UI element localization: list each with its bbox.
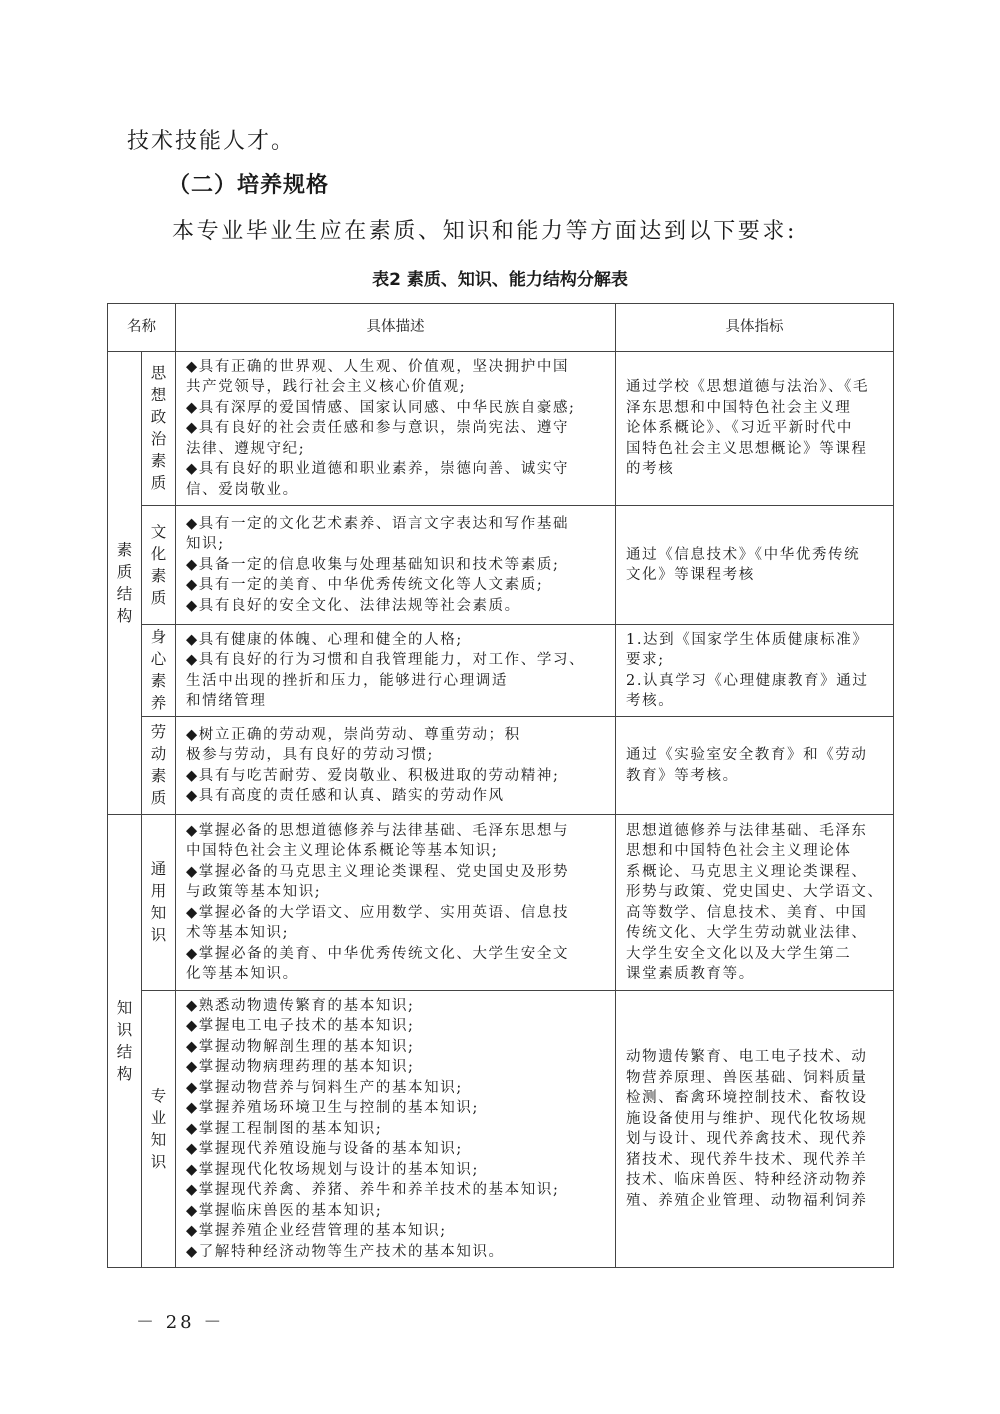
indicator-line: 动物遗传繁育、电工电子技术、动 (626, 1049, 868, 1065)
description-line: ◆具有一定的文化艺术素养、语言文字表达和写作基础 (186, 515, 570, 532)
indicator-line: 传统文化、大学生劳动就业法律、 (626, 925, 868, 941)
subcategory-cell (142, 717, 176, 815)
subcategory-cell (142, 352, 176, 506)
indicator-line: 划与设计、现代养禽技术、现代养 (626, 1131, 868, 1147)
indicator-cell (616, 506, 894, 625)
subcategory-label: 专 业 知 识 (150, 1086, 167, 1171)
subcategory-label: 劳 动 素 质 (150, 723, 167, 808)
category-label: 素 质 结 构 (116, 540, 133, 625)
indicator-line: 考核。 (626, 693, 675, 709)
description-line: ◆具有高度的责任感和认真、踏实的劳动作风 (186, 788, 505, 804)
subcategory-label: 文 化 素 质 (150, 522, 167, 607)
indicator-line: 文化》等课程考核 (626, 567, 755, 583)
category-label: 知 识 结 构 (116, 998, 133, 1083)
description-cell (176, 717, 616, 815)
description-line: ◆掌握必备的马克思主义理论类课程、党史国史及形势 (186, 863, 570, 880)
header-name: 名称 (108, 304, 176, 352)
category-cell (108, 815, 142, 1268)
subcategory-label: 思 想 政 治 素 质 (150, 364, 167, 493)
description-line: ◆掌握现代化牧场规划与设计的基本知识; (186, 1161, 479, 1178)
indicator-line: 2.认真学习《心理健康教育》通过 (626, 672, 869, 689)
section-heading: （二）培养规格 (168, 173, 330, 198)
indicator-cell (616, 625, 894, 717)
table-row (108, 717, 894, 815)
description-line: ◆掌握养殖场环境卫生与控制的基本知识; (186, 1100, 479, 1117)
description-line: ◆具有健康的体魄、心理和健全的人格; (186, 631, 463, 648)
description-cell (176, 991, 616, 1268)
description-line: ◆掌握必备的大学语文、应用数学、实用英语、信息技 (186, 904, 570, 921)
description-line: ◆具有良好的行为习惯和自我管理能力，对工作、学习、 (186, 652, 586, 668)
indicator-line: 通过《实验室安全教育》和《劳动 (626, 747, 868, 763)
subcategory-cell (142, 991, 176, 1268)
description-line: ◆掌握电工电子技术的基本知识; (186, 1018, 415, 1035)
indicator-line: 思想和中国特色社会主义理论体 (626, 843, 852, 859)
table-header-row (108, 304, 894, 352)
description-line: 和情绪管理 (186, 693, 267, 709)
indicator-cell (616, 815, 894, 991)
indicator-line: 要求; (626, 652, 665, 668)
indicator-line: 大学生安全文化以及大学生第二 (626, 945, 852, 962)
indicator-line: 的考核 (626, 461, 675, 478)
table-caption: 表2 素质、知识、能力结构分解表 (372, 270, 628, 290)
description-line: ◆掌握养殖企业经营管理的基本知识; (186, 1223, 447, 1240)
indicator-line: 课堂素质教育等。 (626, 966, 755, 982)
category-cell (108, 352, 142, 815)
description-line: ◆具有与吃苦耐劳、爱岗敬业、积极进取的劳动精神; (186, 767, 560, 784)
indicator-line: 1.达到《国家学生体质健康标准》 (626, 631, 869, 648)
description-line: ◆掌握工程制图的基本知识; (186, 1120, 383, 1137)
structure-breakdown-table (107, 303, 894, 1268)
description-cell (176, 352, 616, 506)
description-line: ◆具有良好的安全文化、法律法规等社会素质。 (186, 597, 521, 614)
description-line: ◆具有良好的社会责任感和参与意识，崇尚宪法、遵守 (186, 420, 570, 437)
indicator-line: 国特色社会主义思想概论》等课程 (626, 440, 868, 457)
indicator-cell (616, 352, 894, 506)
subcategory-cell (142, 625, 176, 717)
indicator-line: 泽东思想和中国特色社会主义理 (626, 399, 852, 416)
indicator-line: 猪技术、现代养牛技术、现代养羊 (626, 1151, 868, 1168)
description-line: ◆掌握必备的思想道德修养与法律基础、毛泽东思想与 (186, 822, 570, 839)
description-cell (176, 625, 616, 717)
intro-paragraph: 本专业毕业生应在素质、知识和能力等方面达到以下要求: (172, 219, 798, 244)
description-line: 生活中出现的挫折和压力，能够进行心理调适 (186, 672, 508, 689)
indicator-line: 技术、临床兽医、特种经济动物养 (626, 1172, 868, 1188)
description-line: ◆掌握动物解剖生理的基本知识; (186, 1038, 415, 1055)
description-line: ◆具备一定的信息收集与处理基础知识和技术等素质; (186, 556, 560, 573)
header-description: 具体描述 (176, 304, 616, 352)
description-line: ◆掌握动物病理药理的基本知识; (186, 1059, 415, 1076)
description-line: ◆具有良好的职业道德和职业素养，崇德向善、诚实守 (186, 461, 570, 478)
indicator-line: 物营养原理、兽医基础、饲料质量 (626, 1069, 868, 1086)
table-row (108, 352, 894, 506)
description-line: ◆掌握临床兽医的基本知识; (186, 1202, 383, 1219)
indicator-line: 思想道德修养与法律基础、毛泽东 (626, 822, 868, 839)
description-line: 与政策等基本知识; (186, 884, 322, 900)
description-line: 知识; (186, 536, 225, 553)
description-line: 中国特色社会主义理论体系概论等基本知识; (186, 843, 499, 859)
description-cell (176, 506, 616, 625)
indicator-cell (616, 991, 894, 1268)
subcategory-cell (142, 815, 176, 991)
description-line: 极参与劳动，具有良好的劳动习惯; (186, 747, 434, 763)
description-line: ◆熟悉动物遗传繁育的基本知识; (186, 997, 415, 1014)
header-indicator: 具体指标 (616, 304, 894, 352)
description-line: ◆掌握现代养禽、养猪、养牛和养羊技术的基本知识; (186, 1182, 560, 1199)
indicator-line: 论体系概论》、《习近平新时代中 (626, 420, 853, 437)
table-row (108, 625, 894, 717)
indicator-line: 检测、畜禽环境控制技术、畜牧设 (626, 1090, 868, 1106)
indicator-line: 高等数学、信息技术、美育、中国 (626, 904, 868, 921)
description-line: ◆具有一定的美育、中华优秀传统文化等人文素质; (186, 577, 544, 594)
description-cell (176, 815, 616, 991)
description-line: ◆了解特种经济动物等生产技术的基本知识。 (186, 1243, 505, 1260)
indicator-line: 形势与政策、党史国史、大学语文、 (626, 884, 884, 900)
subcategory-label: 通 用 知 识 (150, 860, 167, 945)
description-line: 法律、遵规守纪; (186, 440, 306, 457)
table-row (108, 506, 894, 625)
description-line: ◆具有深厚的爱国情感、国家认同感、中华民族自豪感; (186, 399, 576, 416)
table-row (108, 991, 894, 1268)
description-line: ◆掌握必备的美育、中华优秀传统文化、大学生安全文 (186, 945, 570, 962)
description-line: 信、爱岗敬业。 (186, 481, 299, 498)
table-body (108, 352, 894, 1268)
indicator-cell (616, 717, 894, 815)
description-line: 共产党领导，践行社会主义核心价值观; (186, 379, 467, 396)
indicator-line: 施设备使用与维护、现代化牧场规 (626, 1110, 868, 1127)
description-line: ◆掌握现代养殖设施与设备的基本知识; (186, 1141, 463, 1158)
description-line: 术等基本知识; (186, 925, 290, 941)
subcategory-label: 身 心 素 养 (150, 628, 167, 713)
subcategory-cell (142, 506, 176, 625)
description-line: 化等基本知识。 (186, 966, 299, 982)
indicator-line: 殖、养殖企业管理、动物福利饲养 (626, 1192, 868, 1209)
description-line: ◆树立正确的劳动观，崇尚劳动、尊重劳动；积 (186, 726, 521, 743)
paragraph-continuation: 技术技能人才。 (127, 129, 296, 154)
description-line: ◆掌握动物营养与饲料生产的基本知识; (186, 1079, 463, 1096)
indicator-line: 教育》等考核。 (626, 767, 739, 784)
indicator-line: 通过《信息技术》《中华优秀传统 (626, 546, 861, 563)
description-line: ◆具有正确的世界观、人生观、价值观，坚决拥护中国 (186, 358, 570, 375)
indicator-line: 系概论、马克思主义理论类课程、 (626, 863, 868, 880)
table-row (108, 815, 894, 991)
indicator-line: 通过学校《思想道德与法治》、《毛 (626, 379, 870, 396)
page-number: － 28 － (136, 1312, 225, 1333)
